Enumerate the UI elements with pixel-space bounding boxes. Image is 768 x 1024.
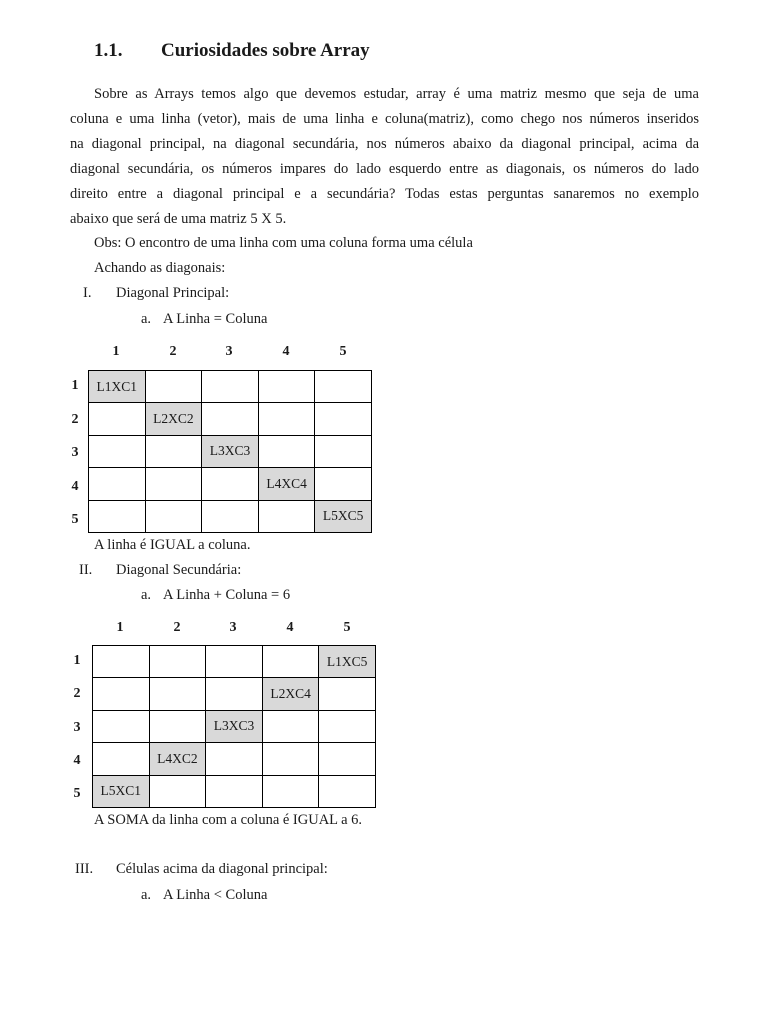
matrix-cell bbox=[315, 403, 372, 435]
column-header: 5 bbox=[339, 344, 347, 359]
row-header: 5 bbox=[71, 512, 79, 527]
rule-text: A Linha = Coluna bbox=[163, 311, 268, 327]
matrix-cell bbox=[145, 371, 202, 403]
section-heading: Diagonal Principal: bbox=[116, 285, 230, 301]
matrix-cell bbox=[315, 468, 372, 500]
matrix-cell bbox=[319, 678, 376, 710]
matrix-cell bbox=[202, 468, 259, 500]
achando-text: Achando as diagonais: bbox=[94, 260, 226, 276]
matrix-cell: L3XC3 bbox=[202, 435, 259, 467]
column-header: 5 bbox=[343, 620, 351, 635]
obs-text: Obs: O encontro de uma linha com uma coluna forma uma célula bbox=[94, 235, 473, 251]
matrix-cell bbox=[89, 435, 146, 467]
column-header: 3 bbox=[229, 620, 237, 635]
matrix-cell bbox=[262, 646, 319, 678]
diagonal-secundaria-matrix bbox=[92, 645, 376, 808]
matrix-cell bbox=[319, 710, 376, 742]
intro-line: na diagonal principal, na diagonal secundária, nos números abaixo da diagonal principal, acima da bbox=[70, 136, 699, 152]
matrix-cell bbox=[202, 371, 259, 403]
matrix-cell: L4XC2 bbox=[149, 743, 206, 775]
matrix-cell bbox=[93, 743, 150, 775]
section-heading: Células acima da diagonal principal: bbox=[116, 861, 328, 877]
matrix-cell bbox=[202, 403, 259, 435]
matrix-cell bbox=[149, 710, 206, 742]
matrix-cell bbox=[206, 743, 263, 775]
matrix-cell bbox=[319, 743, 376, 775]
matrix-cell bbox=[315, 371, 372, 403]
matrix-cell bbox=[93, 710, 150, 742]
section-numeral: II. bbox=[79, 562, 93, 578]
row-header: 4 bbox=[73, 753, 81, 768]
matrix-cell bbox=[258, 403, 315, 435]
section-number: 1.1. bbox=[94, 40, 123, 61]
matrix-cell bbox=[315, 435, 372, 467]
matrix-cell: L2XC4 bbox=[262, 678, 319, 710]
matrix-cell bbox=[89, 500, 146, 532]
matrix-cell bbox=[206, 646, 263, 678]
intro-line: coluna e uma linha (vetor), mais de uma linha e coluna(matriz), como chego nos números inseridos bbox=[70, 111, 699, 127]
row-header: 2 bbox=[73, 686, 81, 701]
matrix-cell: L3XC3 bbox=[206, 710, 263, 742]
column-header: 2 bbox=[169, 344, 177, 359]
row-header: 4 bbox=[71, 479, 79, 494]
matrix-cell bbox=[145, 468, 202, 500]
section-numeral: III. bbox=[75, 861, 94, 877]
row-header: 3 bbox=[71, 445, 79, 460]
matrix-cell bbox=[145, 435, 202, 467]
intro-line: Sobre as Arrays temos algo que devemos estudar, array é uma matriz mesmo que seja de uma bbox=[94, 86, 699, 102]
matrix-cell: L4XC4 bbox=[258, 468, 315, 500]
matrix-cell bbox=[206, 678, 263, 710]
rule-letter: a. bbox=[141, 311, 152, 327]
matrix-note: A SOMA da linha com a coluna é IGUAL a 6. bbox=[94, 812, 363, 828]
matrix-row bbox=[93, 710, 376, 742]
matrix-cell bbox=[202, 500, 259, 532]
matrix-cell bbox=[262, 710, 319, 742]
matrix-cell bbox=[93, 678, 150, 710]
row-header: 5 bbox=[73, 786, 81, 801]
matrix-cell bbox=[319, 775, 376, 807]
column-header: 1 bbox=[112, 344, 120, 359]
matrix-cell bbox=[145, 500, 202, 532]
matrix-cell: L2XC2 bbox=[145, 403, 202, 435]
matrix-row bbox=[89, 500, 372, 532]
matrix-cell bbox=[262, 743, 319, 775]
matrix-cell bbox=[258, 435, 315, 467]
matrix-cell bbox=[89, 468, 146, 500]
row-header: 3 bbox=[73, 720, 81, 735]
matrix-row bbox=[89, 371, 372, 403]
matrix-row bbox=[89, 435, 372, 467]
rule-letter: a. bbox=[141, 887, 152, 903]
matrix-cell bbox=[89, 403, 146, 435]
intro-line: diagonal secundária, os números impares do lado esquerdo entre as diagonais, os números do lado bbox=[70, 161, 699, 177]
matrix-cell bbox=[149, 775, 206, 807]
matrix-row bbox=[93, 775, 376, 807]
row-header: 1 bbox=[71, 378, 79, 393]
matrix-row bbox=[93, 743, 376, 775]
rule-text: A Linha < Coluna bbox=[163, 887, 268, 903]
matrix-row bbox=[89, 403, 372, 435]
rule-letter: a. bbox=[141, 587, 152, 603]
matrix-row bbox=[89, 468, 372, 500]
section-numeral: I. bbox=[83, 285, 92, 301]
section-title: Curiosidades sobre Array bbox=[161, 40, 370, 61]
matrix-cell bbox=[149, 646, 206, 678]
intro-paragraph bbox=[70, 82, 699, 232]
matrix-cell bbox=[206, 775, 263, 807]
column-header: 4 bbox=[286, 620, 294, 635]
row-header: 1 bbox=[73, 653, 81, 668]
column-header: 3 bbox=[225, 344, 233, 359]
matrix-row bbox=[93, 646, 376, 678]
column-header: 2 bbox=[173, 620, 181, 635]
matrix-cell bbox=[149, 678, 206, 710]
matrix-cell bbox=[258, 500, 315, 532]
matrix-cell: L5XC1 bbox=[93, 775, 150, 807]
column-header: 1 bbox=[116, 620, 124, 635]
matrix-cell: L1XC5 bbox=[319, 646, 376, 678]
section-heading: Diagonal Secundária: bbox=[116, 562, 242, 578]
matrix-cell bbox=[93, 646, 150, 678]
matrix-cell: L5XC5 bbox=[315, 500, 372, 532]
rule-text: A Linha + Coluna = 6 bbox=[163, 587, 291, 603]
matrix-note: A linha é IGUAL a coluna. bbox=[94, 537, 251, 553]
diagonal-principal-matrix bbox=[88, 370, 372, 533]
matrix-row bbox=[93, 678, 376, 710]
row-header: 2 bbox=[71, 412, 79, 427]
matrix-cell bbox=[258, 371, 315, 403]
intro-line: abaixo que será de uma matriz 5 X 5. bbox=[70, 211, 287, 227]
matrix-cell bbox=[262, 775, 319, 807]
intro-line: direito entre a diagonal principal e a secundária? Todas estas perguntas sanaremos no exemplo bbox=[70, 186, 699, 202]
column-header: 4 bbox=[282, 344, 290, 359]
matrix-cell: L1XC1 bbox=[89, 371, 146, 403]
